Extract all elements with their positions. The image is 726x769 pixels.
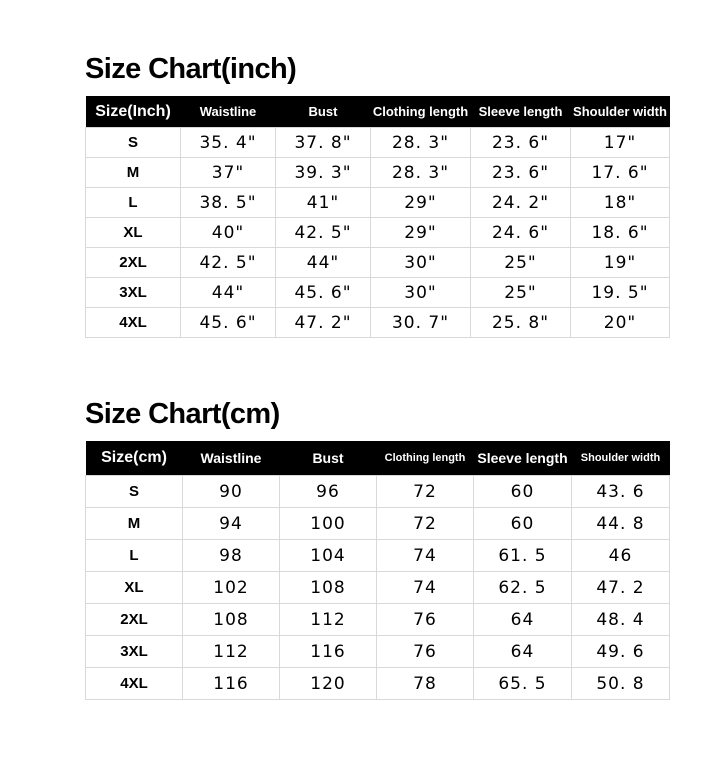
shoulder-width-cell: 43. 6 [572,476,670,508]
sleeve-length-cell: 23. 6" [471,128,571,158]
clothing-length-cell: 30" [371,278,471,308]
header-size: Size(Inch) [86,96,181,128]
clothing-length-cell: 74 [377,572,474,604]
bust-cell: 44" [276,248,371,278]
bust-cell: 104 [280,540,377,572]
header-clothing-length: Clothing length [377,441,474,476]
table-row [86,128,670,158]
size-cell: M [86,508,183,540]
clothing-length-cell: 72 [377,476,474,508]
header-bust: Bust [280,441,377,476]
bust-cell: 108 [280,572,377,604]
waistline-cell: 90 [183,476,280,508]
waistline-cell: 35. 4" [181,128,276,158]
inch-chart-title: Size Chart(inch) [85,53,297,85]
header-shoulder-width: Shoulder width [571,96,670,128]
sleeve-length-cell: 65. 5 [474,668,572,700]
table-row [86,188,670,218]
table-row [86,540,670,572]
header-clothing-length: Clothing length [371,96,471,128]
sleeve-length-cell: 25. 8" [471,308,571,338]
cm-chart-title: Size Chart(cm) [85,398,280,430]
size-cell: S [86,476,183,508]
cm-size-table [85,441,670,700]
waistline-cell: 116 [183,668,280,700]
header-bust: Bust [276,96,371,128]
waistline-cell: 102 [183,572,280,604]
sleeve-length-cell: 60 [474,508,572,540]
shoulder-width-cell: 18. 6" [571,218,670,248]
sleeve-length-cell: 60 [474,476,572,508]
waistline-cell: 42. 5" [181,248,276,278]
waistline-cell: 45. 6" [181,308,276,338]
table-row [86,668,670,700]
header-shoulder-width: Shoulder width [572,441,670,476]
sleeve-length-cell: 64 [474,604,572,636]
waistline-cell: 37" [181,158,276,188]
sleeve-length-cell: 61. 5 [474,540,572,572]
table-header-row [86,441,670,476]
sleeve-length-cell: 25" [471,248,571,278]
bust-cell: 45. 6" [276,278,371,308]
sleeve-length-cell: 23. 6" [471,158,571,188]
clothing-length-cell: 28. 3" [371,128,471,158]
table-row [86,604,670,636]
header-size: Size(cm) [86,441,183,476]
header-sleeve-length: Sleeve length [471,96,571,128]
waistline-cell: 98 [183,540,280,572]
bust-cell: 42. 5" [276,218,371,248]
sleeve-length-cell: 64 [474,636,572,668]
bust-cell: 41" [276,188,371,218]
size-cell: 2XL [86,248,181,278]
shoulder-width-cell: 19. 5" [571,278,670,308]
size-cell: XL [86,218,181,248]
size-cell: L [86,188,181,218]
waistline-cell: 108 [183,604,280,636]
bust-cell: 37. 8" [276,128,371,158]
waistline-cell: 38. 5" [181,188,276,218]
size-cell: 2XL [86,604,183,636]
clothing-length-cell: 72 [377,508,474,540]
shoulder-width-cell: 49. 6 [572,636,670,668]
bust-cell: 120 [280,668,377,700]
sleeve-length-cell: 24. 6" [471,218,571,248]
clothing-length-cell: 74 [377,540,474,572]
clothing-length-cell: 76 [377,636,474,668]
sleeve-length-cell: 24. 2" [471,188,571,218]
shoulder-width-cell: 44. 8 [572,508,670,540]
header-waistline: Waistline [181,96,276,128]
sleeve-length-cell: 25" [471,278,571,308]
size-cell: S [86,128,181,158]
clothing-length-cell: 28. 3" [371,158,471,188]
clothing-length-cell: 78 [377,668,474,700]
size-cell: 3XL [86,278,181,308]
shoulder-width-cell: 48. 4 [572,604,670,636]
table-row [86,572,670,604]
waistline-cell: 44" [181,278,276,308]
sleeve-length-cell: 62. 5 [474,572,572,604]
waistline-cell: 94 [183,508,280,540]
header-sleeve-length: Sleeve length [474,441,572,476]
shoulder-width-cell: 20" [571,308,670,338]
table-row [86,308,670,338]
waistline-cell: 112 [183,636,280,668]
bust-cell: 39. 3" [276,158,371,188]
table-header-row [86,96,670,128]
header-waistline: Waistline [183,441,280,476]
shoulder-width-cell: 46 [572,540,670,572]
size-cell: 4XL [86,308,181,338]
shoulder-width-cell: 50. 8 [572,668,670,700]
clothing-length-cell: 29" [371,218,471,248]
shoulder-width-cell: 17" [571,128,670,158]
shoulder-width-cell: 18" [571,188,670,218]
size-cell: L [86,540,183,572]
bust-cell: 116 [280,636,377,668]
bust-cell: 96 [280,476,377,508]
table-row [86,476,670,508]
table-row [86,636,670,668]
table-row [86,508,670,540]
size-cell: M [86,158,181,188]
clothing-length-cell: 30" [371,248,471,278]
table-row [86,218,670,248]
shoulder-width-cell: 17. 6" [571,158,670,188]
table-row [86,278,670,308]
bust-cell: 112 [280,604,377,636]
size-cell: 4XL [86,668,183,700]
inch-size-table [85,96,670,338]
bust-cell: 47. 2" [276,308,371,338]
shoulder-width-cell: 47. 2 [572,572,670,604]
size-cell: XL [86,572,183,604]
shoulder-width-cell: 19" [571,248,670,278]
clothing-length-cell: 29" [371,188,471,218]
bust-cell: 100 [280,508,377,540]
size-cell: 3XL [86,636,183,668]
clothing-length-cell: 76 [377,604,474,636]
waistline-cell: 40" [181,218,276,248]
clothing-length-cell: 30. 7" [371,308,471,338]
table-row [86,248,670,278]
table-row [86,158,670,188]
